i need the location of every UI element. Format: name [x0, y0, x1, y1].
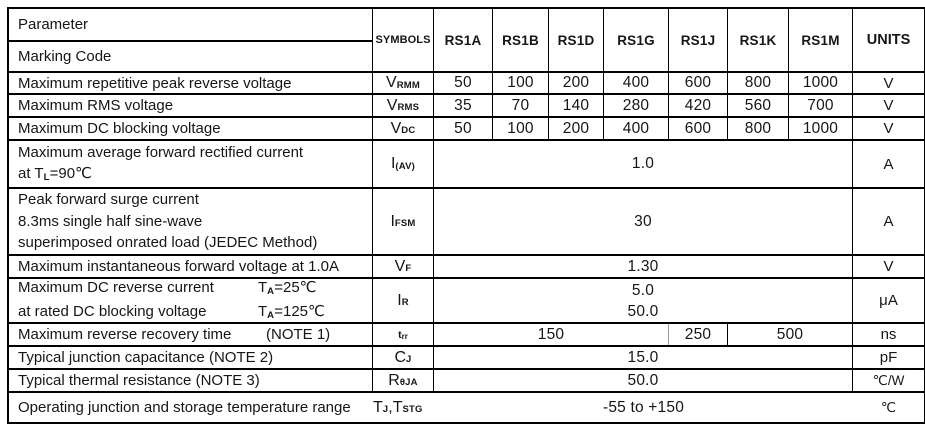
part-header-rs1d: RS1D	[549, 9, 604, 71]
rthja-symbol: R θJA	[373, 370, 434, 391]
ifsm-unit: A	[883, 213, 894, 230]
part-header-rs1a: RS1A	[434, 9, 493, 71]
part-header-rs1j: RS1J	[669, 9, 728, 71]
vdc-rs1k: 800	[728, 118, 789, 139]
ir-value: 5.0 50.0	[434, 279, 853, 322]
row-trr	[9, 324, 924, 347]
vrms-rs1a: 35	[434, 95, 493, 116]
ifsm-symbol: I FSM	[373, 189, 434, 254]
vrmm-parameter: Maximum repetitive peak reverse voltage	[9, 73, 373, 93]
vrms-rs1d: 140	[549, 95, 604, 116]
vdc-rs1b: 100	[493, 118, 549, 139]
vf-parameter: Maximum instantaneous forward voltage at 1.0A	[9, 256, 373, 277]
cj-value: 15.0	[434, 347, 853, 368]
rthja-parameter: Typical thermal resistance (NOTE 3)	[9, 370, 373, 391]
vrmm-rs1k: 800	[728, 73, 789, 93]
tjtstg-unit: ℃	[880, 399, 897, 415]
vrms-unit: V	[883, 97, 894, 114]
header-left-column	[9, 9, 373, 71]
part-header-rs1k: RS1K	[728, 9, 789, 71]
vrms-parameter: Maximum RMS voltage	[9, 95, 373, 116]
iav-unit: A	[883, 155, 894, 173]
vrms-rs1m: 700	[789, 95, 853, 116]
row-rthja	[9, 370, 924, 393]
trr-symbol: t rr	[373, 324, 434, 345]
vrmm-unit: V	[883, 74, 894, 92]
vrmm-rs1d: 200	[549, 73, 604, 93]
spec-table	[7, 7, 925, 424]
vf-symbol: V F	[373, 256, 434, 277]
vrms-rs1b: 70	[493, 95, 549, 116]
marking-code-header: Marking Code	[18, 48, 112, 65]
vrmm-rs1m: 1000	[789, 73, 853, 93]
vdc-unit: V	[883, 120, 894, 137]
rthja-unit: ℃/W	[872, 372, 905, 388]
iav-parameter: Maximum average forward rectified current at T L =90℃	[9, 141, 373, 187]
row-vf	[9, 256, 924, 279]
iav-symbol: I (AV)	[373, 141, 434, 187]
vrmm-symbol: V RMM	[373, 73, 434, 93]
vrms-rs1k: 560	[728, 95, 789, 116]
vdc-parameter: Maximum DC blocking voltage	[9, 118, 373, 139]
header-row	[9, 9, 924, 73]
iav-condition: at T L =90℃	[18, 165, 92, 183]
trr-note: (NOTE 1)	[266, 326, 331, 343]
row-vrms	[9, 95, 924, 118]
vdc-rs1a: 50	[434, 118, 493, 139]
vrms-rs1j: 420	[669, 95, 728, 116]
symbols-header: SYMBOLS	[373, 9, 434, 71]
vdc-rs1j: 600	[669, 118, 728, 139]
vrmm-rs1j: 600	[669, 73, 728, 93]
vrmm-rs1a: 50	[434, 73, 493, 93]
row-cj	[9, 347, 924, 370]
ir-condition-25c: TA=25℃	[258, 279, 317, 297]
row-ir	[9, 279, 924, 324]
cj-symbol: C J	[373, 347, 434, 368]
vdc-rs1d: 200	[549, 118, 604, 139]
cj-unit: pF	[879, 349, 898, 366]
parameter-header: Parameter	[9, 9, 372, 42]
vrms-rs1g: 280	[604, 95, 669, 116]
row-iav	[9, 141, 924, 189]
row-vrmm	[9, 73, 924, 95]
vdc-rs1g: 400	[604, 118, 669, 139]
tjtstg-symbol: T J ,T STG	[373, 398, 423, 416]
ifsm-parameter: Peak forward surge current 8.3ms single half sine-wave superimposed onrated load (JEDEC Method)	[9, 189, 373, 254]
vf-value: 1.30	[434, 256, 853, 277]
trr-value-rs1a-rs1g: 150	[434, 324, 669, 345]
tjtstg-value: -55 to +150	[602, 398, 685, 416]
ir-unit: μA	[879, 292, 898, 309]
units-header: UNITS	[866, 32, 911, 48]
tjtstg-parameter: Operating junction and storage temperature range	[18, 399, 351, 416]
vf-unit: V	[883, 258, 894, 275]
ir-symbol: I R	[373, 279, 434, 322]
vdc-symbol: V DC	[373, 118, 434, 139]
vrms-symbol: V RMS	[373, 95, 434, 116]
vdc-rs1m: 1000	[789, 118, 853, 139]
part-header-rs1m: RS1M	[789, 9, 853, 71]
trr-unit: ns	[880, 326, 897, 343]
part-header-rs1b: RS1B	[493, 9, 549, 71]
trr-parameter: Maximum reverse recovery time (NOTE 1)	[9, 324, 373, 345]
ir-parameter: Maximum DC reverse current TA=25℃ at rated DC blocking voltage TA=125℃	[9, 279, 373, 322]
rthja-value: 50.0	[434, 370, 853, 391]
row-vdc	[9, 118, 924, 141]
ifsm-value: 30	[434, 189, 853, 254]
trr-value-rs1j: 250	[669, 324, 728, 345]
iav-value: 1.0	[434, 141, 853, 187]
ir-condition-125c: TA=125℃	[258, 302, 325, 321]
row-tjtstg	[9, 393, 924, 422]
part-header-rs1g: RS1G	[604, 9, 669, 71]
cj-parameter: Typical junction capacitance (NOTE 2)	[9, 347, 373, 368]
vrmm-rs1b: 100	[493, 73, 549, 93]
vrmm-rs1g: 400	[604, 73, 669, 93]
trr-value-rs1k-rs1m: 500	[728, 324, 853, 345]
row-ifsm	[9, 189, 924, 256]
